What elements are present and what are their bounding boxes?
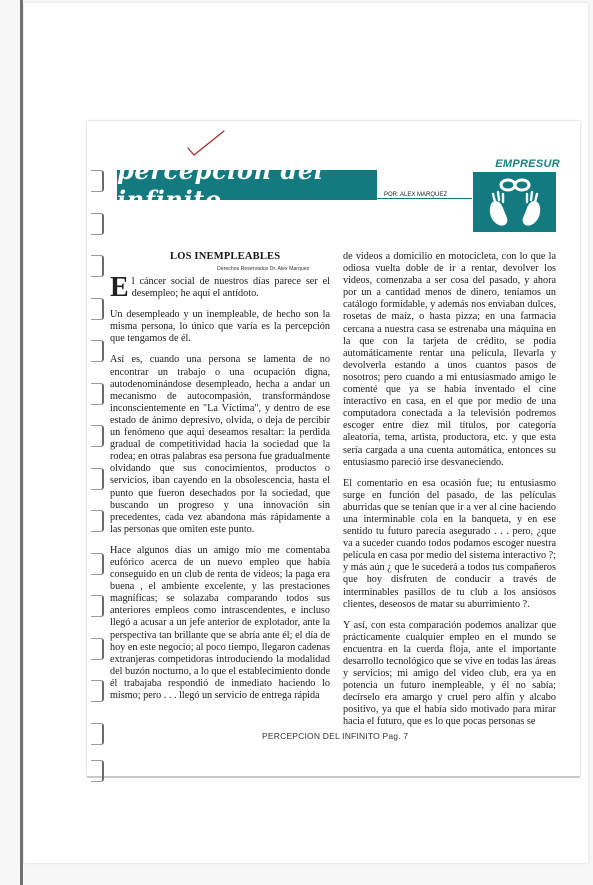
logo-box	[473, 172, 556, 232]
paragraph: Hace algunos días un amigo mío me comentaba eufórico acerca de un nuevo empleo que había conseguido en un club de renta de videos; la paga era buena , el ambiente excelente, y las prestaciones magníficas; se solazaba comparando todos sus anteriores empleos como intrascendentes, e incluso llegó a acusar a un jefe anterior de explotador, ante la perspectiva tan brillante que se abría ante él; el día de hoy en este negocio; al poco tiempo, llegaron cadenas extranjeras competidoras introduciendo la modalidad del buzón nocturno, a lo que el establecimiento donde él trabajaba respondió de inmediato haciendo lo mismo; pero . . . llegó un servicio de entrega rápida	[110, 544, 330, 701]
article-column-right	[343, 251, 556, 738]
binding-ring	[91, 680, 104, 702]
binding-ring	[91, 723, 104, 745]
binding-ring	[91, 425, 104, 447]
brand-name: EMPRESUR	[495, 158, 560, 170]
binding-ring	[91, 510, 104, 532]
binding-ring	[91, 760, 104, 782]
drop-cap: E	[110, 272, 129, 303]
paragraph	[110, 272, 330, 303]
paragraph: Y así, con esta comparación podemos analizar que prácticamente cualquier empleo en el mundo se encuentra en la cuerda floja, ante el importante desarrollo tecnológico que se vive en todas las áreas y servicios; mi amigo del video club, era ya en potencia un futuro inempleable, y él no sabía; decírselo era amargo y cruel pero alfín y alcabo positivo, ya que el había sido motivado para mirar hacia el futuro, que es lo que pocas personas se	[343, 619, 556, 728]
binding-ring	[91, 553, 104, 575]
scan-left-shadow	[20, 0, 23, 885]
spiral-binding	[91, 140, 105, 780]
title-rule	[377, 198, 472, 199]
binding-ring	[91, 340, 104, 362]
paragraph: Un desempleado y un inempleable, de hecho son la misma persona, lo único que varía es la percepción que tengamos de él.	[110, 309, 330, 345]
binding-ring	[91, 638, 104, 660]
binding-ring	[91, 468, 104, 490]
binding-ring	[91, 213, 104, 235]
infinity-hands-icon	[473, 172, 556, 232]
title-banner	[117, 156, 377, 214]
article-title: LOS INEMPLEABLES	[170, 251, 281, 262]
binding-ring	[91, 298, 104, 320]
binding-ring	[91, 170, 104, 192]
binding-ring	[91, 255, 104, 277]
pen-checkmark	[186, 128, 226, 158]
copyright-line: Derechos Reservados Dr. Alex Marquez	[217, 266, 310, 272]
article-column-left	[110, 272, 330, 711]
byline: POR: ALEX MARQUEZ	[384, 192, 448, 198]
binding-ring	[91, 383, 104, 405]
paragraph: El comentario en esa ocasión fue; tu entusiasmo surge en función del pasado, de las películas aburridas que se tenían que ir a ver al cine haciendo una interminable cola en la banqueta, y en ese sentido tu futuro parecía asegurado . . . pero, ¿que va a suceder cuando todos podamos escoger nuestra película en casa por medio del sistema interactivo ?; y más aún ¿ que le sucederá a todos tus compañeros que hoy disfruten de conducir a través de interminables pasillos de tu club a los ansiosos clientes, deseosos de matar su aburrimiento ?.	[343, 477, 556, 610]
binding-ring	[91, 595, 104, 617]
paragraph: de videos a domicilio en motocicleta, con lo que la odiosa vuelta doble de ir a rentar, devolver los videos, comenzaba a ser cosa del pasado, y ahora por un a cantidad menos de dinero, teníamos un catálogo formidable, y además nos enviaban dulces, rosetas de maíz, o hasta pizza; en una farmacia cercana a nuestra casa se estrenaba una máquina en la que con la tarjeta de crédito, se podía automáticamente rentar una película, llevarla y devolverla estando a unos cuantos pasos de nosotros; pero cuando a mi entusiasmado amigo le comenté que ya se había inventado el cine interactivo en casa, en el que por medio de una computadora conectada a la televisión podremos escoger entre diez mil títulos, por categoría aleatoria, tema, artista, productora, etc. y que esta sería cargada a una cuenta automática, entonces su entusiasmo pareció irse desvaneciendo.	[343, 251, 556, 468]
paragraph-text: l cáncer social de nuestros días parece ser el desempleo; he aquí el antídoto.	[131, 276, 330, 300]
page-bottom-edge	[87, 776, 580, 778]
page-footer: PERCEPCION DEL INFINITO Pag. 7	[262, 731, 409, 741]
paragraph: Así es, cuando una persona se lamenta de no encontrar un trabajo o una ocupación digna, autodenominándose desempleado, hecha a andar un mecanismo de autocompasión, transformándose inconscientemente en "La Víctima", y dentro de ese estado de ánimo depresivo, olvida, o deja de percibir un fenómeno que aquí deseamos resaltar: la perdida gradual de competitividad hacia la sociedad que la rodea; en otras palabras esa persona fue gradualmente olvidando que sus conocimientos, productos o servicios, iban cayendo en la obsolescencia, hasta el punto que fueron desechados por la sociedad, que buscando un progreso y una innovación sin precedentes, cada vez abandona más rápidamente a las personas que omiten este punto.	[110, 354, 330, 535]
page-title: percepción del infinito	[117, 156, 324, 214]
